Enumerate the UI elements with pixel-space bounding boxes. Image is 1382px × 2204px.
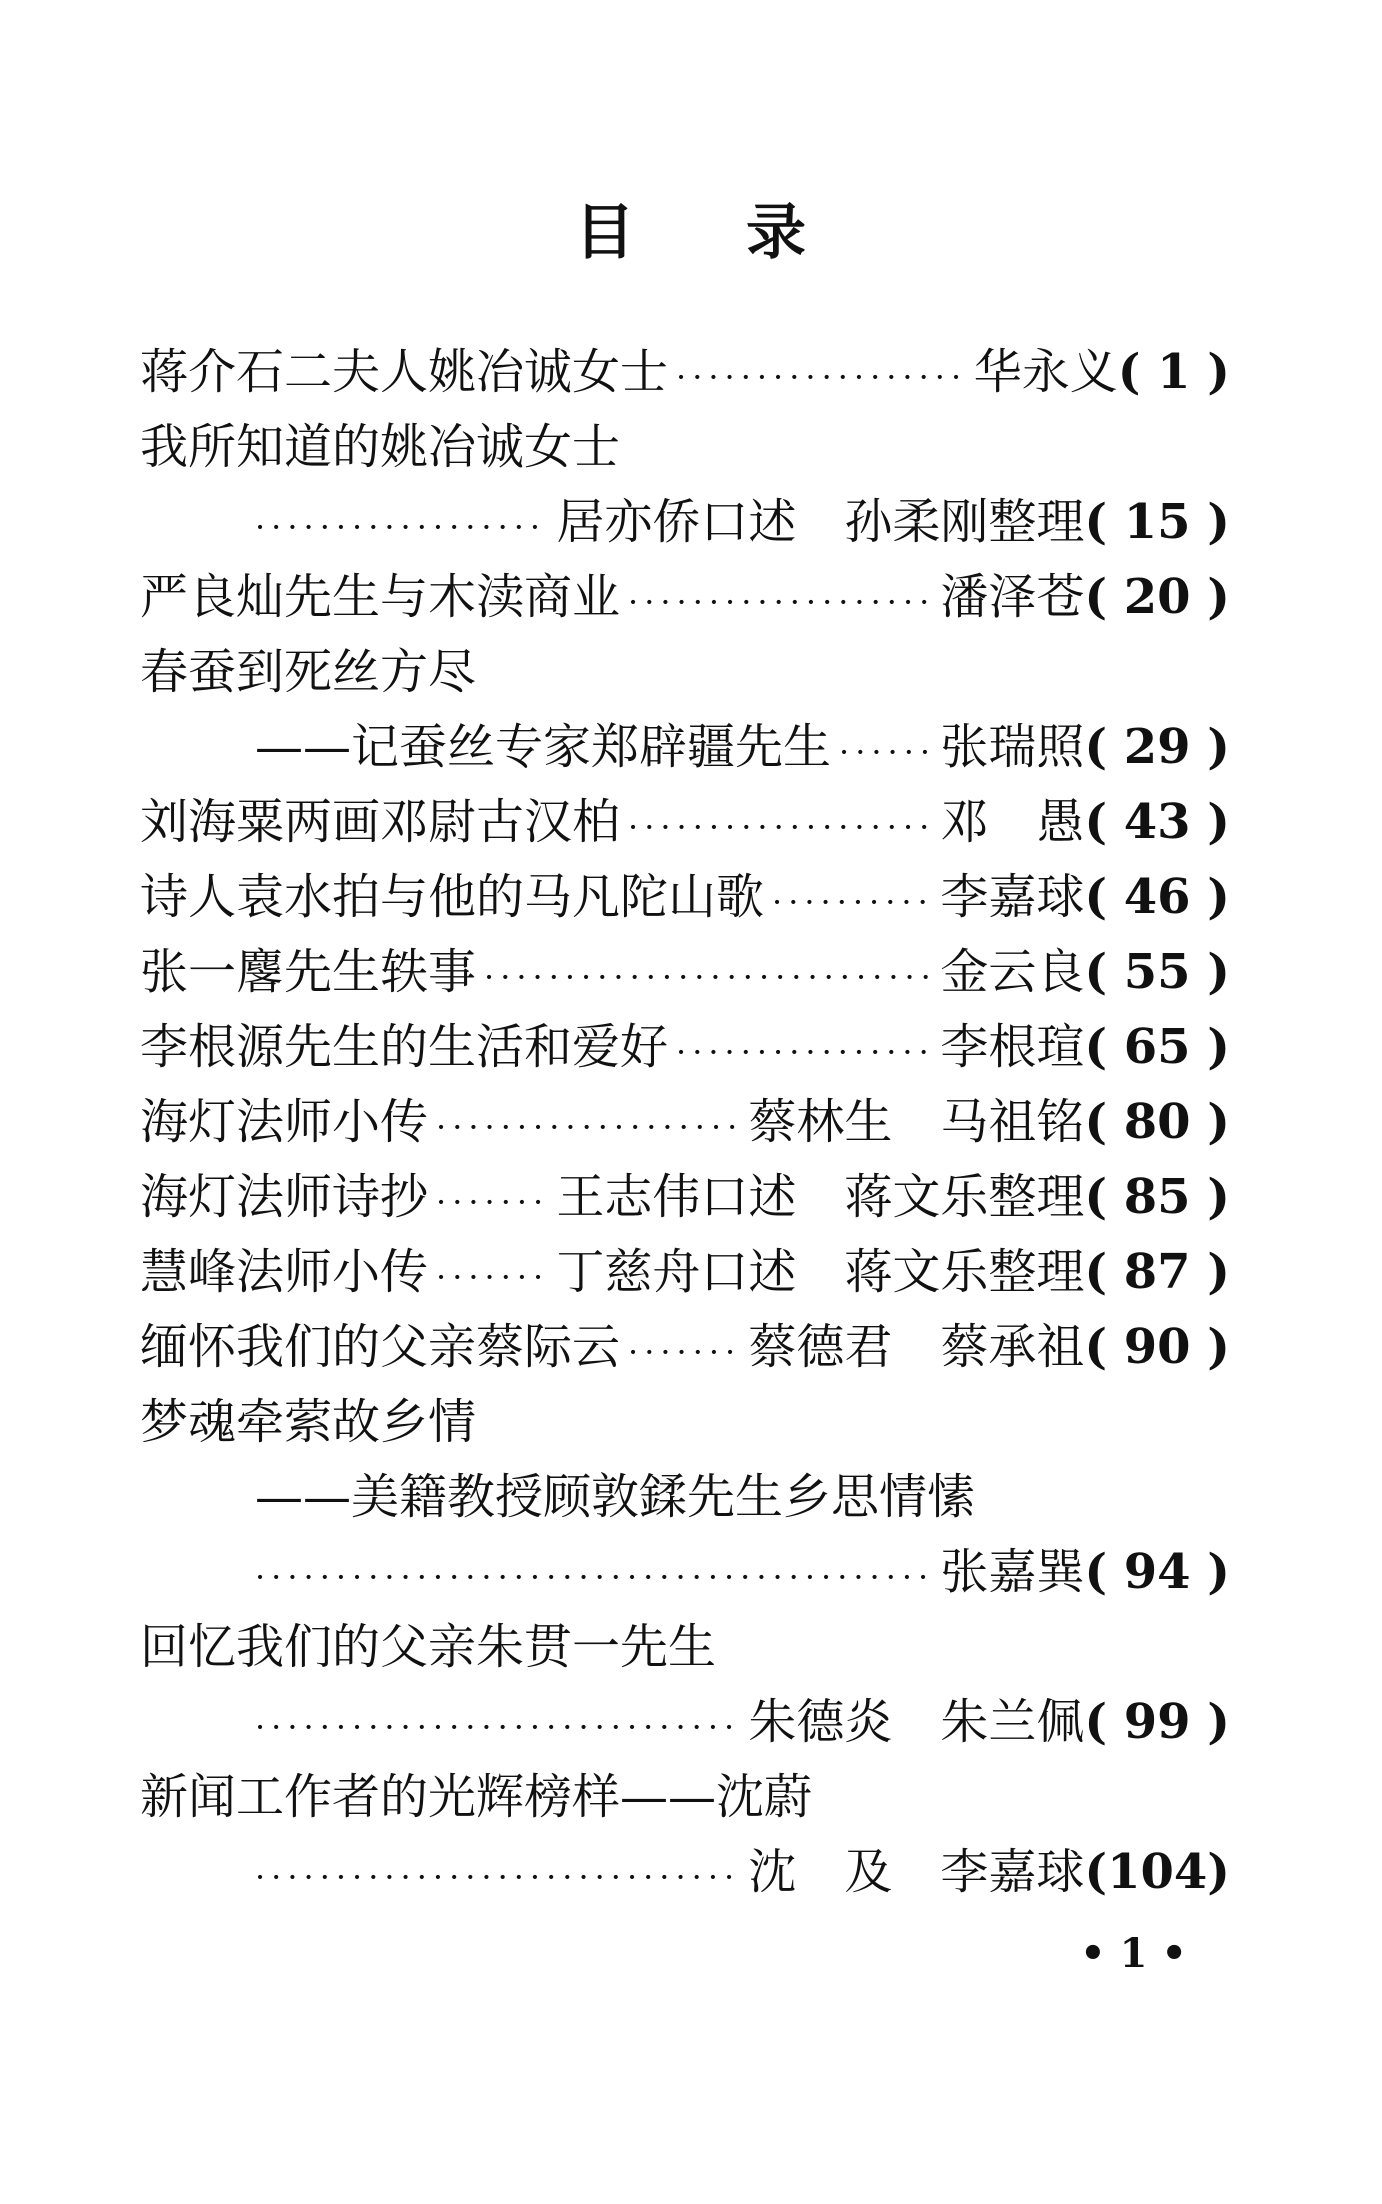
entry-title: 梦魂牵萦故乡情 xyxy=(140,1394,477,1450)
entry-page: ( 90 ) xyxy=(1084,1319,1230,1375)
leader-dots xyxy=(484,945,932,1009)
entry-page: ( 94 ) xyxy=(1084,1544,1230,1600)
entry-subtitle: ——记蚕丝专家郑辟疆先生 xyxy=(255,719,832,775)
entry-title: 张一麐先生轶事 xyxy=(140,944,477,1000)
entry-page: ( 15 ) xyxy=(1084,494,1230,550)
toc-entry[interactable] xyxy=(140,565,1230,629)
entry-title: 新闻工作者的光辉榜样——沈蔚 xyxy=(140,1769,813,1825)
entry-author: 丁慈舟口述 蒋文乐整理 xyxy=(556,1244,1085,1300)
entry-author: 张瑞照 xyxy=(940,719,1085,775)
entry-title: 回忆我们的父亲朱贯一先生 xyxy=(140,1619,717,1675)
entry-author: 潘泽苍 xyxy=(940,569,1085,625)
entry-author: 邓 愚 xyxy=(940,794,1085,850)
leader-dots xyxy=(628,1320,740,1384)
leader-dots xyxy=(839,720,932,784)
page-number: • 1 • xyxy=(1080,1930,1187,1977)
entry-page: ( 87 ) xyxy=(1084,1244,1230,1300)
entry-page: ( 85 ) xyxy=(1084,1169,1230,1225)
entry-title: 严良灿先生与木渎商业 xyxy=(140,569,621,625)
toc-entry-author-line[interactable] xyxy=(255,1840,1230,1904)
entry-title: 慧峰法师小传 xyxy=(140,1244,429,1300)
entry-subtitle: ——美籍教授顾敦鍒先生乡思情愫 xyxy=(255,1469,976,1525)
entry-author: 蔡德君 蔡承祖 xyxy=(748,1319,1085,1375)
entry-title: 蒋介石二夫人姚冶诚女士 xyxy=(140,344,669,400)
page-title xyxy=(0,185,1382,271)
entry-author: 蔡林生 马祖铭 xyxy=(748,1094,1085,1150)
entry-author: 沈 及 李嘉球 xyxy=(748,1844,1085,1900)
entry-page: ( 29 ) xyxy=(1084,719,1230,775)
entry-page: ( 99 ) xyxy=(1084,1694,1230,1750)
entry-title: 诗人袁水拍与他的马凡陀山歌 xyxy=(140,869,765,925)
entry-page: ( 55 ) xyxy=(1084,944,1230,1000)
leader-dots xyxy=(676,1020,932,1084)
entry-title: 李根源先生的生活和爱好 xyxy=(140,1019,669,1075)
toc-entry[interactable] xyxy=(140,1315,1230,1379)
title-char-2: 录 xyxy=(746,198,808,268)
leader-dots xyxy=(255,1695,740,1759)
entry-author: 张嘉巽 xyxy=(940,1544,1085,1600)
toc-entry-author-line[interactable] xyxy=(255,1690,1230,1754)
entry-page: (104) xyxy=(1084,1844,1230,1900)
leader-dots xyxy=(676,345,966,409)
entry-title: 我所知道的姚冶诚女士 xyxy=(140,419,621,475)
toc-entry-author-line[interactable] xyxy=(255,1540,1230,1604)
toc-entry[interactable] xyxy=(140,790,1230,854)
entry-page: ( 80 ) xyxy=(1084,1094,1230,1150)
toc-entry-title-line[interactable] xyxy=(140,1615,1230,1679)
toc-entry[interactable] xyxy=(140,1015,1230,1079)
entry-author: 李根瑄 xyxy=(940,1019,1085,1075)
toc-entry[interactable] xyxy=(140,1240,1230,1304)
leader-dots xyxy=(436,1095,740,1159)
leader-dots xyxy=(772,870,932,934)
leader-dots xyxy=(255,1545,932,1609)
leader-dots xyxy=(255,495,548,559)
leader-dots xyxy=(628,795,932,859)
entry-author: 李嘉球 xyxy=(940,869,1085,925)
toc-entry-subtitle-line[interactable] xyxy=(255,1465,1230,1529)
entry-page: ( 65 ) xyxy=(1084,1019,1230,1075)
leader-dots xyxy=(255,1845,740,1909)
leader-dots xyxy=(436,1245,548,1309)
toc-entry[interactable] xyxy=(140,940,1230,1004)
entry-title: 海灯法师小传 xyxy=(140,1094,429,1150)
toc-entry-author-line[interactable] xyxy=(255,490,1230,554)
toc-entry-title-line[interactable] xyxy=(140,1390,1230,1454)
toc-entry[interactable] xyxy=(140,1090,1230,1154)
leader-dots xyxy=(628,570,932,634)
entry-title: 缅怀我们的父亲蔡际云 xyxy=(140,1319,621,1375)
toc-entry[interactable] xyxy=(140,1165,1230,1229)
entry-author: 金云良 xyxy=(940,944,1085,1000)
title-char-1: 目 xyxy=(574,198,636,268)
toc-entry[interactable] xyxy=(140,340,1230,404)
entry-page: ( 1 ) xyxy=(1117,344,1230,400)
entry-author: 华永义 xyxy=(973,344,1118,400)
entry-author: 朱德炎 朱兰佩 xyxy=(748,1694,1085,1750)
entry-author: 王志伟口述 蒋文乐整理 xyxy=(556,1169,1085,1225)
toc-entry-title-line[interactable] xyxy=(140,1765,1230,1829)
leader-dots xyxy=(436,1170,548,1234)
entry-page: ( 20 ) xyxy=(1084,569,1230,625)
entry-page: ( 46 ) xyxy=(1084,869,1230,925)
entry-title: 刘海粟两画邓尉古汉柏 xyxy=(140,794,621,850)
toc-entry[interactable] xyxy=(140,865,1230,929)
entry-title: 春蚕到死丝方尽 xyxy=(140,644,477,700)
entry-title: 海灯法师诗抄 xyxy=(140,1169,429,1225)
entry-page: ( 43 ) xyxy=(1084,794,1230,850)
entry-author: 居亦侨口述 孙柔刚整理 xyxy=(556,494,1085,550)
toc-entry-title-line[interactable] xyxy=(140,640,1230,704)
toc-entry-subtitle-line[interactable] xyxy=(255,715,1230,779)
toc-entry-title-line[interactable] xyxy=(140,415,1230,479)
